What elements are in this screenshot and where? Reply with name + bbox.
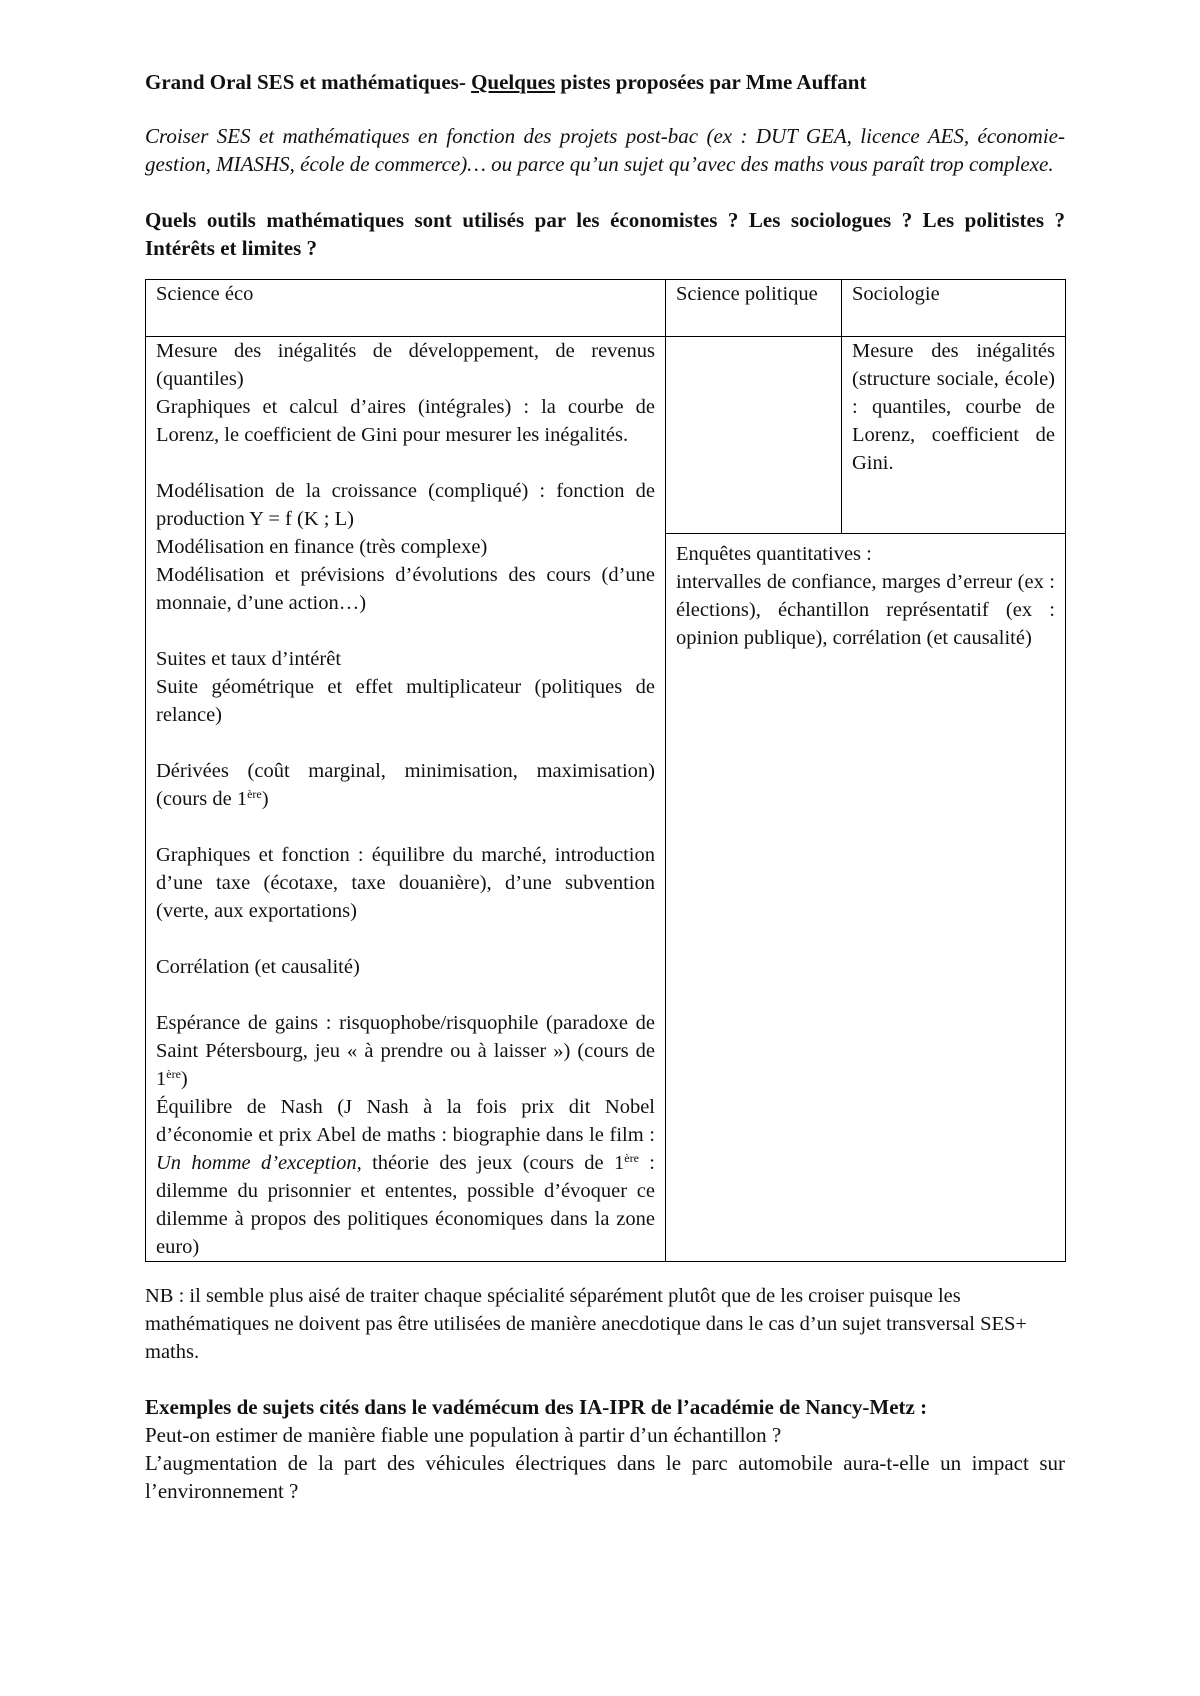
cell-sociologie bbox=[842, 337, 1066, 534]
example-item-1: Peut-on estimer de manière fiable une population à partir d’un échantillon ? bbox=[145, 1423, 782, 1447]
document-page bbox=[145, 68, 1065, 1505]
intro-paragraph: Croiser SES et mathématiques en fonction des projets post-bac (ex : DUT GEA, licence AES, économie-gestion, MIASHS, école de commerce)… ou parce qu’un sujet qu’avec des maths vous paraît trop complexe. bbox=[145, 124, 1065, 176]
eco-item-growth: Modélisation de la croissance (compliqué) : fonction de production Y = f (K ; L) bbox=[156, 480, 655, 530]
shared-body: intervalles de confiance, marges d’erreur (ex : élections), échantillon représentatif (ex : opinion publique), corrélation (et causalité) bbox=[676, 571, 1055, 649]
eco-item-inequalities: Mesure des inégalités de développement, de revenus (quantiles) bbox=[156, 340, 655, 390]
eco-item-lorenz: Graphiques et calcul d’aires (intégrales) : la courbe de Lorenz, le coefficient de Gini pour mesurer les inégalités. bbox=[156, 396, 655, 446]
example-item-2: L’augmentation de la part des véhicules électriques dans le parc automobile aura-t-elle un impact sur l’environnement ? bbox=[145, 1451, 1065, 1503]
cell-science-eco bbox=[146, 337, 666, 1262]
eco-item-nash: Équilibre de Nash (J Nash à la fois prix dit Nobel d’économie et prix Abel de maths : biographie dans le film : Un homme d’exception, théorie des jeux (cours de 1ère : dilemme du prisonnier et ententes, possible d’évoquer ce dilemme à propos des politiques économiques dans la zone euro) bbox=[156, 1096, 655, 1258]
eco-item-forecast: Modélisation et prévisions d’évolutions des cours (d’une monnaie, d’une action…) bbox=[156, 564, 655, 614]
title-part-2: pistes proposées par Mme Auffant bbox=[555, 70, 867, 94]
header-science-politique: Science politique bbox=[666, 280, 842, 337]
header-sociologie: Sociologie bbox=[842, 280, 1066, 337]
eco-item-expected-gains: Espérance de gains : risquophobe/risquophile (paradoxe de Saint Pétersbourg, jeu « à prendre ou à laisser ») (cours de 1ère) bbox=[156, 1012, 655, 1090]
table-header-row bbox=[146, 280, 1066, 337]
eco-item-derivatives: Dérivées (coût marginal, minimisation, maximisation) (cours de 1ère) bbox=[156, 760, 655, 810]
shared-title: Enquêtes quantitatives : bbox=[676, 543, 872, 565]
eco-item-market: Graphiques et fonction : équilibre du marché, introduction d’une taxe (écotaxe, taxe douanière), d’une subvention (verte, aux exportations) bbox=[156, 844, 655, 922]
header-science-eco: Science éco bbox=[146, 280, 666, 337]
table-row-1 bbox=[146, 337, 1066, 534]
eco-item-multiplier: Suite géométrique et effet multiplicateur (politiques de relance) bbox=[156, 676, 655, 726]
document-title bbox=[145, 68, 1065, 96]
socio-item-inequalities: Mesure des inégalités (structure sociale, école) : quantiles, courbe de Lorenz, coefficient de Gini. bbox=[852, 340, 1055, 474]
title-part-1: Grand Oral SES et mathématiques- bbox=[145, 70, 472, 94]
eco-item-finance: Modélisation en finance (très complexe) bbox=[156, 536, 488, 558]
main-question: Quels outils mathématiques sont utilisés par les économistes ? Les sociologues ? Les politistes ? Intérêts et limites ? bbox=[145, 208, 1065, 260]
eco-item-interest: Suites et taux d’intérêt bbox=[156, 648, 342, 670]
cell-science-politique-empty bbox=[666, 337, 842, 534]
tools-table bbox=[145, 279, 1066, 1262]
title-underlined-word: Quelques bbox=[471, 70, 556, 94]
examples-title: Exemples de sujets cités dans le vadémécum des IA-IPR de l’académie de Nancy-Metz : bbox=[145, 1395, 928, 1419]
cell-shared-surveys bbox=[666, 534, 1066, 1262]
nb-note: NB : il semble plus aisé de traiter chaque spécialité séparément plutôt que de les croiser puisque les mathématiques ne doivent pas être utilisées de manière anecdotique dans le cas d’un sujet transversal SES+ maths. bbox=[145, 1285, 1027, 1363]
film-title: Un homme d’exception, bbox=[156, 1152, 362, 1174]
eco-item-correlation: Corrélation (et causalité) bbox=[156, 956, 360, 978]
